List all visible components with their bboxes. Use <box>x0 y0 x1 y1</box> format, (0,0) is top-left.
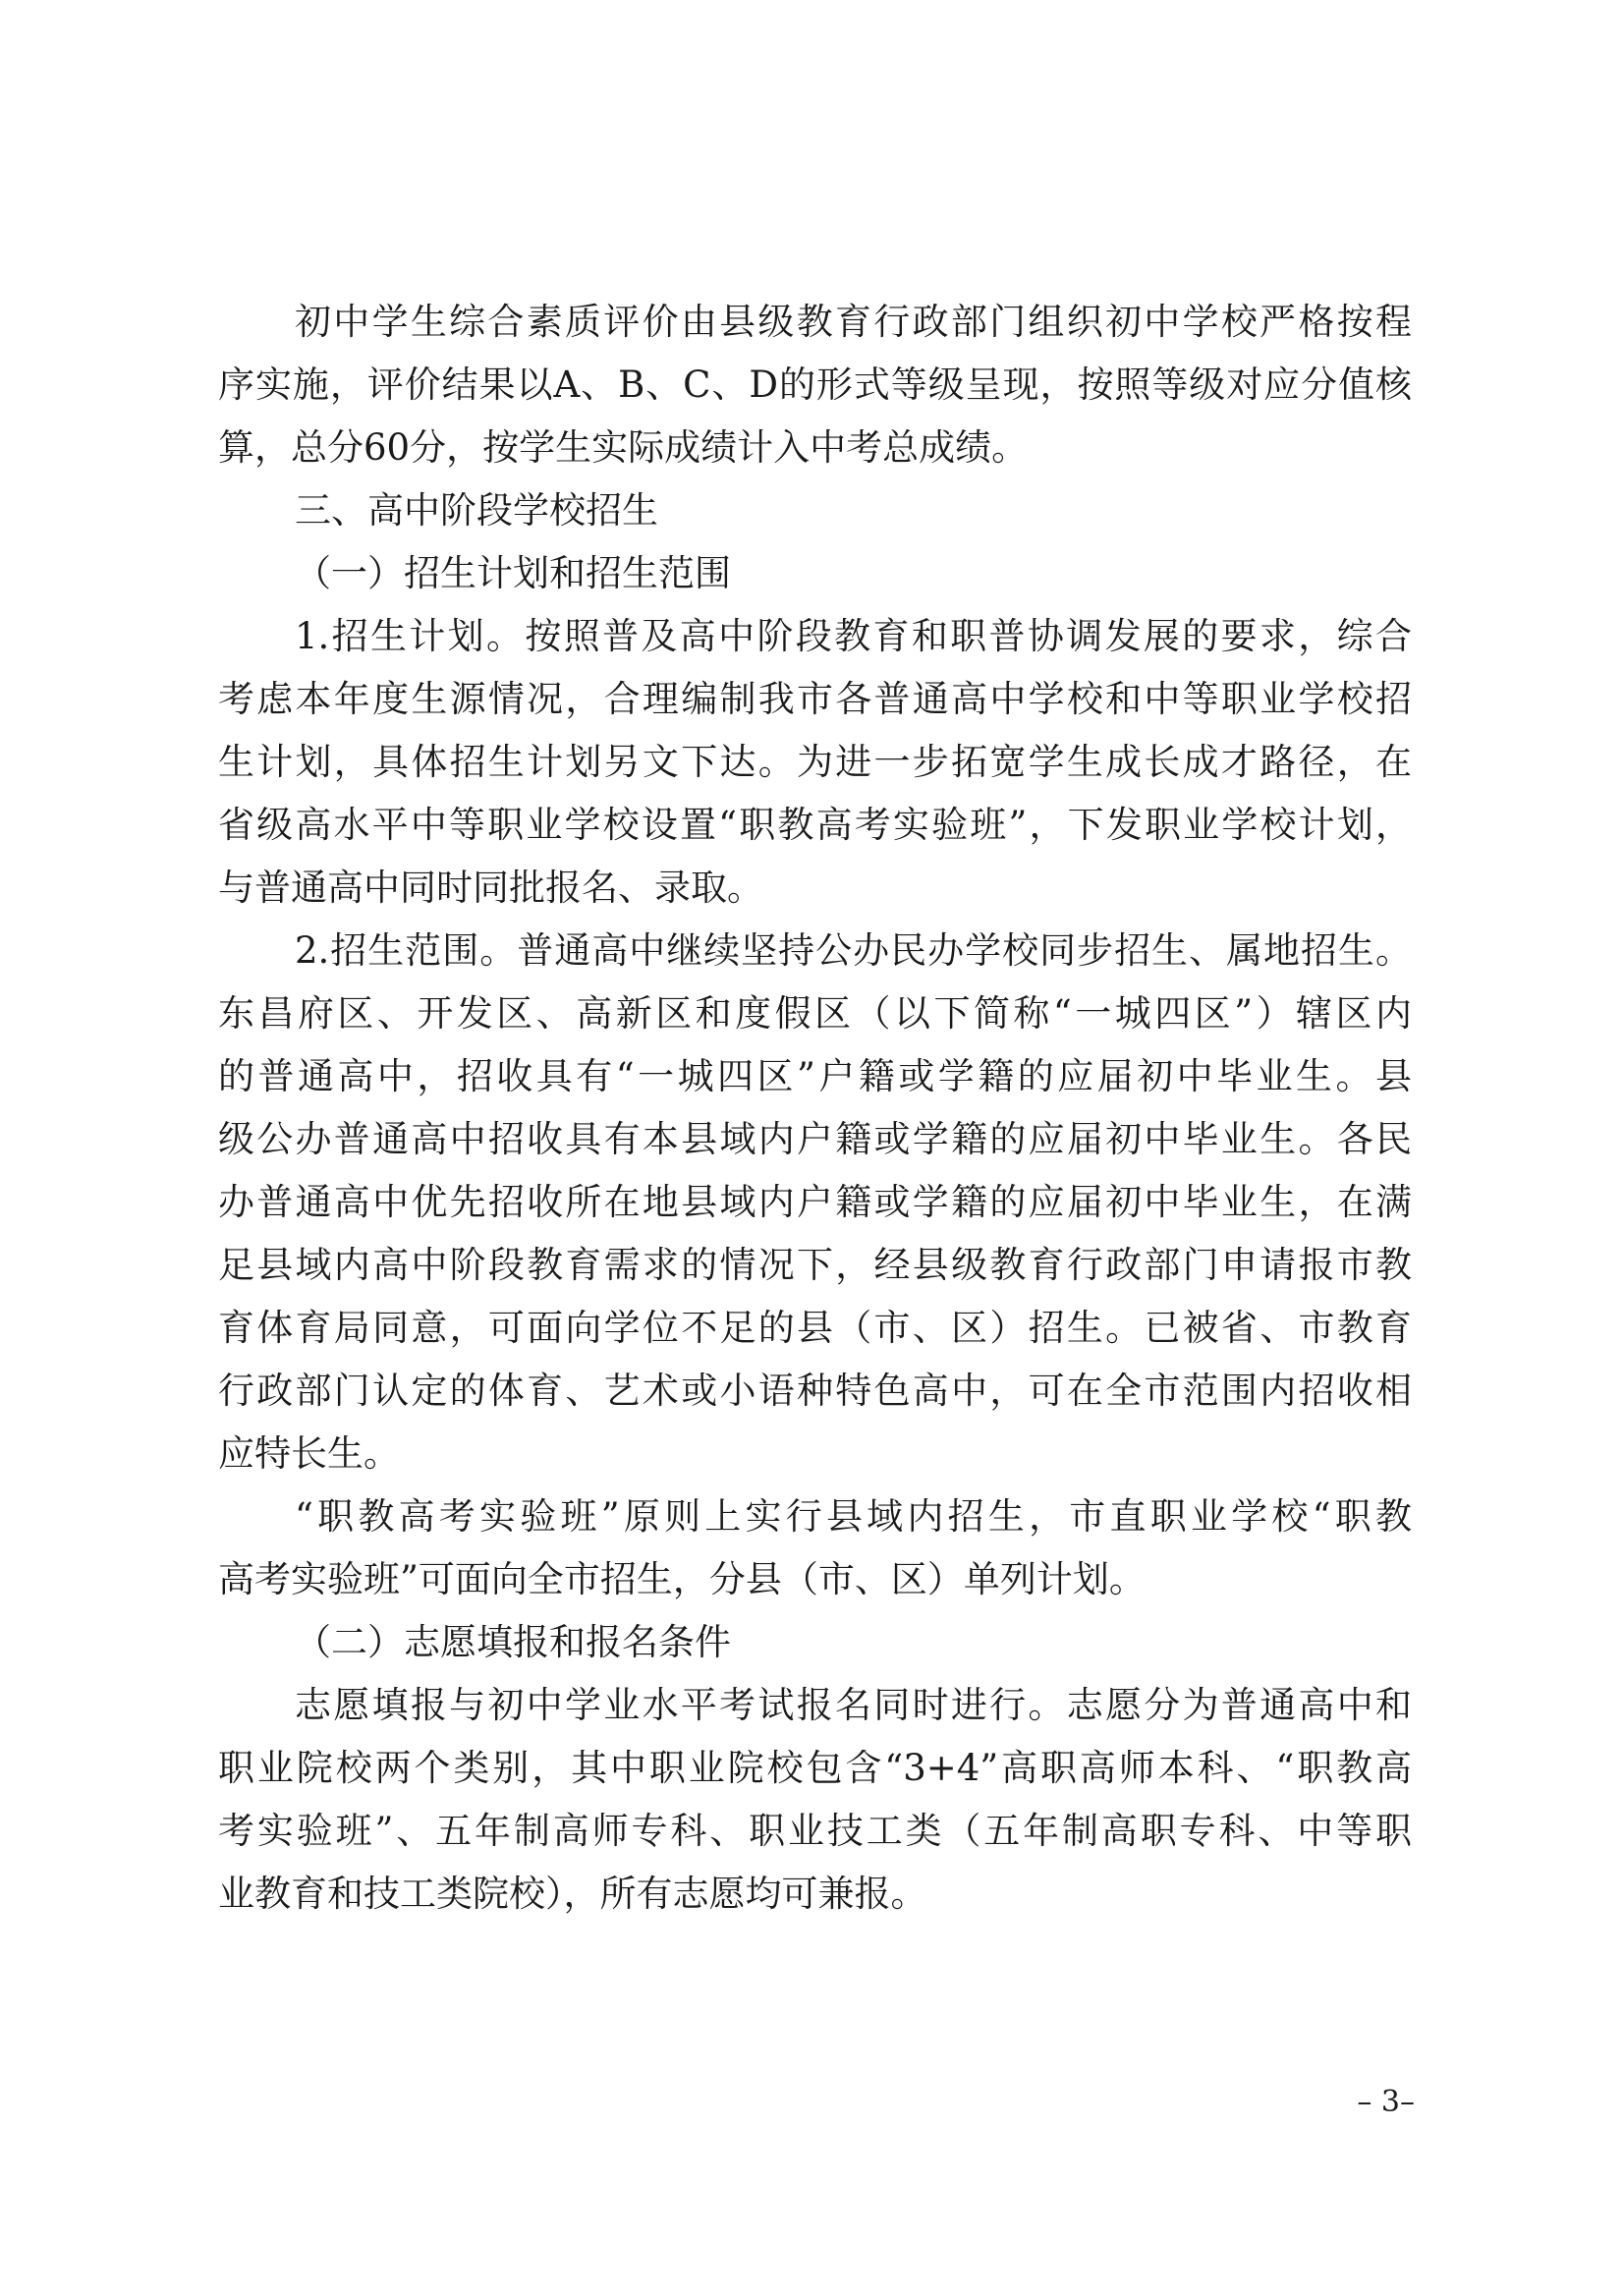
paragraph-line: 育体育局同意，可面向学位不足的县（市、区）招生。已被省、市教育 <box>218 1307 1412 1349</box>
paragraph-line: 级公办普通高中招收具有本县域内户籍或学籍的应届初中毕业生。各民 <box>218 1118 1412 1160</box>
paragraph-line: “职教高考实验班”原则上实行县域内招生，市直职业学校“职教 <box>295 1495 1412 1538</box>
subsection-heading: （一）招生计划和招生范围 <box>295 552 731 594</box>
page-number: – 3– <box>1357 2085 1415 2119</box>
paragraph-line: 东昌府区、开发区、高新区和度假区（以下简称“一城四区”）辖区内 <box>218 992 1412 1035</box>
paragraph-line: 业教育和技工类院校），所有志愿均可兼报。 <box>218 1873 927 1915</box>
paragraph-line: 省级高水平中等职业学校设置“职教高考实验班”，下发职业学校计划， <box>218 804 1412 846</box>
paragraph-line: 序实施，评价结果以A、B、C、D的形式等级呈现，按照等级对应分值核 <box>218 364 1412 406</box>
paragraph-line: 考实验班”、五年制高师专科、职业技工类（五年制高职专科、中等职 <box>218 1810 1412 1852</box>
paragraph-line: 志愿填报与初中学业水平考试报名同时进行。志愿分为普通高中和 <box>295 1684 1412 1726</box>
paragraph-line: 初中学生综合素质评价由县级教育行政部门组织初中学校严格按程 <box>295 301 1412 343</box>
paragraph-line: 1.招生计划。按照普及高中阶段教育和职普协调发展的要求，综合 <box>295 615 1412 657</box>
paragraph-line: 职业院校两个类别，其中职业院校包含“3+4”高职高师本科、“职教高 <box>218 1747 1412 1789</box>
paragraph-line: 应特长生。 <box>218 1432 400 1475</box>
section-heading: 三、高中阶段学校招生 <box>295 489 658 532</box>
paragraph-line: 算，总分60分，按学生实际成绩计入中考总成绩。 <box>218 426 1029 469</box>
paragraph-line: 足县域内高中阶段教育需求的情况下，经县级教育行政部门申请报市教 <box>218 1244 1412 1286</box>
paragraph-line: 与普通高中同时同批报名、录取。 <box>218 867 763 909</box>
paragraph-line: 高考实验班”可面向全市招生，分县（市、区）单列计划。 <box>218 1558 1146 1600</box>
subsection-heading: （二）志愿填报和报名条件 <box>295 1621 731 1663</box>
paragraph-line: 生计划，具体招生计划另文下达。为进一步拓宽学生成长成才路径，在 <box>218 741 1412 783</box>
paragraph-line: 考虑本年度生源情况，合理编制我市各普通高中学校和中等职业学校招 <box>218 678 1412 720</box>
paragraph-line: 的普通高中，招收具有“一城四区”户籍或学籍的应届初中毕业生。县 <box>218 1055 1412 1097</box>
paragraph-line: 2.招生范围。普通高中继续坚持公办民办学校同步招生、属地招生。 <box>295 929 1412 972</box>
paragraph-line: 行政部门认定的体育、艺术或小语种特色高中，可在全市范围内招收相 <box>218 1370 1412 1412</box>
paragraph-line: 办普通高中优先招收所在地县域内户籍或学籍的应届初中毕业生，在满 <box>218 1181 1412 1223</box>
